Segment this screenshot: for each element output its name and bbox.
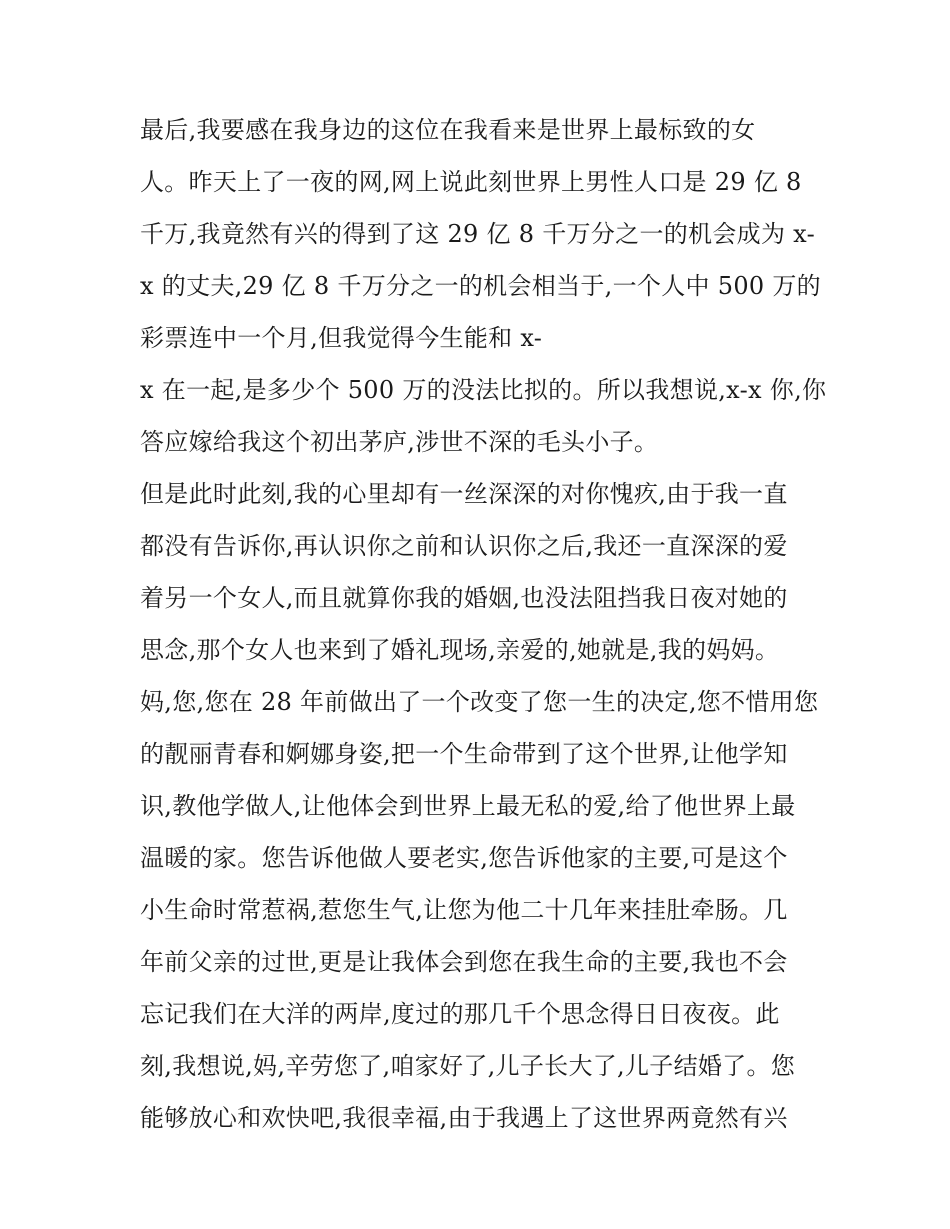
text-line: x 的丈夫,29 亿 8 千万分之一的机会相当于,一个人中 500 万的 [140, 272, 821, 300]
text-line: 年前父亲的过世,更是让我体会到您在我生命的主要,我也不会 [140, 948, 788, 976]
text-line: 妈,您,您在 28 年前做出了一个改变了您一生的决定,您不惜用您 [140, 688, 819, 716]
text-line: 彩票连中一个月,但我觉得今生能和 x- [140, 324, 543, 352]
text-line: 答应嫁给我这个初出茅庐,涉世不深的毛头小子。 [140, 428, 659, 456]
text-line: 小生命时常惹祸,惹您生气,让您为他二十几年来挂肚牵肠。几 [140, 896, 788, 924]
text-line: 能够放心和欢快吧,我很幸福,由于我遇上了这世界两竟然有兴 [140, 1104, 788, 1132]
text-line: 都没有告诉你,再认识你之前和认识你之后,我还一直深深的爱 [140, 532, 788, 560]
text-line: 忘记我们在大洋的两岸,度过的那几千个思念得日日夜夜。此 [140, 1000, 780, 1028]
text-line: 但是此时此刻,我的心里却有一丝深深的对你愧疚,由于我一直 [140, 480, 788, 508]
text-line: 着另一个女人,而且就算你我的婚姻,也没法阻挡我日夜对她的 [140, 584, 788, 612]
body-text [140, 104, 827, 1144]
text-line: 温暖的家。您告诉他做人要老实,您告诉他家的主要,可是这个 [140, 844, 788, 872]
text-line: 最后,我要感在我身边的这位在我看来是世界上最标致的女 [140, 116, 756, 144]
text-line: 人。昨天上了一夜的网,网上说此刻世界上男性人口是 29 亿 8 [140, 168, 802, 196]
text-line: 千万,我竟然有兴的得到了这 29 亿 8 千万分之一的机会成为 x- [140, 220, 816, 248]
text-line: 思念,那个女人也来到了婚礼现场,亲爱的,她就是,我的妈妈。 [140, 636, 780, 664]
text-line: x 在一起,是多少个 500 万的没法比拟的。所以我想说,x-x 你,你 [140, 376, 827, 404]
text-line: 识,教他学做人,让他体会到世界上最无私的爱,给了他世界上最 [140, 792, 796, 820]
text-line: 刻,我想说,妈,辛劳您了,咱家好了,儿子长大了,儿子结婚了。您 [140, 1052, 796, 1080]
text-line: 的靓丽青春和婀娜身姿,把一个生命带到了这个世界,让他学知 [140, 740, 788, 768]
